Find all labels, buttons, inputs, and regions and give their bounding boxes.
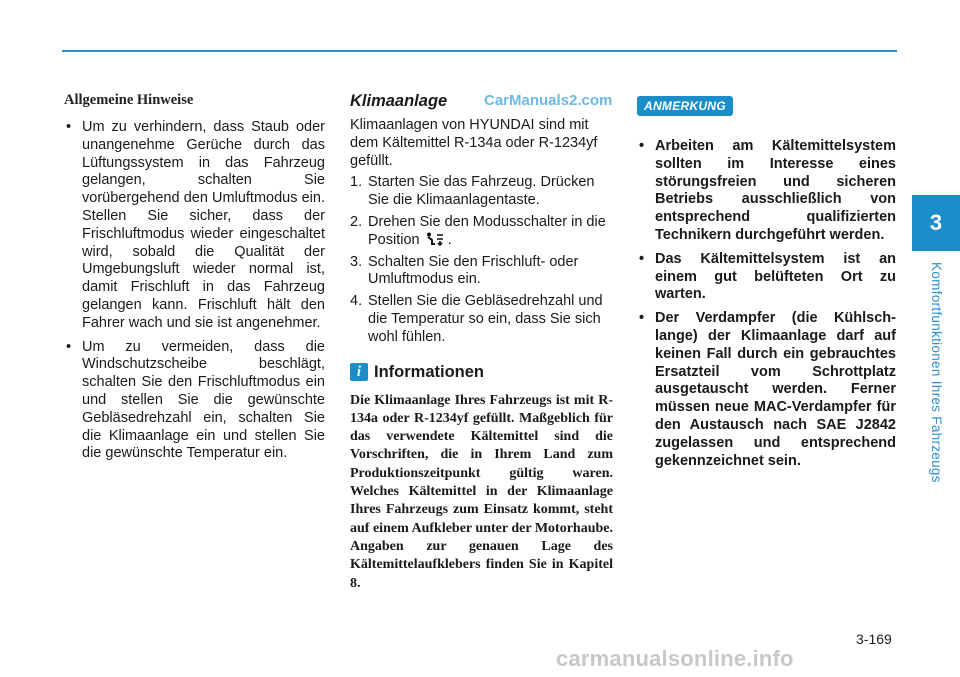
list-item: • Um zu vermeiden, dass die Windschutzscheibe beschlägt, schalten Sie den Frischluftmodus ein und stellen Sie die gewünschte Gebläsedrehzahl ein, schalten Sie die Klimaanlage ein und stellen Sie die gewünschte Temperatur ein. xyxy=(66,338,325,462)
intro-paragraph: Klimaanlagen von HYUNDAI sind mit dem Kältemittel R-134a oder R-1234yf gefüllt. xyxy=(350,117,598,169)
chapter-number: 3 xyxy=(929,210,943,235)
info-title: Informationen xyxy=(374,362,484,381)
notice-list xyxy=(637,138,896,470)
watermark-top: CarManuals2.com xyxy=(484,92,613,109)
chapter-title: Komfortfunktionen Ihres Fahrzeugs xyxy=(929,262,944,483)
list-item: 2. Drehen Sie den Modusschalter in die Position . xyxy=(350,213,606,248)
list-item: • Um zu verhindern, dass Staub oder unangenehme Gerüche durch das Lüftungssystem in das Fahrzeug gelangen, schalten Sie vorübergehend den Umluftmodus ein. Stellen Sie sicher, dass der Frischluftmodus wieder eingeschaltet wird, sobald die Qualität der Umgebungsluft wieder normal ist, damit Frischluft in das Fahrzeug gelangen kann. Frischluft hält den Fahrer wach und sie ist angenehmer. xyxy=(66,119,325,331)
info-text: Die Klimaanlage Ihres Fahrzeugs ist mit R-134a oder R-1234yf gefüllt. Maßgeblich für das verwendete Kältemittel sind die Vorschriften, die in Ihrem Land zum Produktionszeitpunkt gültig waren. Welches Kältemittel in der Klimaanlage Ihres Fahrzeugs zum Einsatz kommt, steht auf einem Aufkleber unter der Motorhaube. Angaben zur genauen Lage des Kältemittelaufklebers finden Sie in Kapitel 8. xyxy=(350,392,613,591)
list-item: 4. Stellen Sie die Gebläsedrehzahl und die Temperatur so ein, dass Sie sich wohl fühlen. xyxy=(350,293,603,345)
page-number: 3-169 xyxy=(856,631,892,647)
bullet-list xyxy=(64,119,325,463)
info-icon: i xyxy=(350,363,368,381)
list-item: 1. Starten Sie das Fahrzeug. Drücken Sie die Klimaanlagentaste. xyxy=(350,174,595,209)
watermark-bottom: carmanualsonline.info xyxy=(556,646,794,671)
column-general-notes xyxy=(64,92,325,469)
chapter-tab xyxy=(912,195,960,251)
top-rule xyxy=(62,50,897,52)
notice-badge: ANMERKUNG xyxy=(637,96,733,116)
list-item: • Der Verdampfer (die Kühlschlange) der Klimaanlage darf auf keinen Fall durch ein gebrauchtes Ersatzteil vom Schrottplatz ausgetauscht werden. Ferner müssen neue MAC-Verdampfer für den Austausch nach SAE J2842 zugelassen und entsprechend gekennzeichnet sein. xyxy=(639,310,896,469)
column-notice xyxy=(637,96,896,476)
list-item: • Arbeiten am Kältemittelsystem sollten im Interesse eines störungsfreien und sicheren Betriebs ausschließlich von entsprechend qualifizierten Technikern durchgeführt werden. xyxy=(639,138,896,243)
info-header xyxy=(350,363,613,382)
list-item: 3. Schalten Sie den Frischluft- oder Umluftmodus ein. xyxy=(350,253,579,288)
list-item: • Das Kältemittelsystem ist an einem gut belüfteten Ort zu warten. xyxy=(639,250,896,303)
floor-mode-icon xyxy=(423,232,445,246)
section-title: Klimaanlage xyxy=(350,92,448,110)
section-heading: Allgemeine Hinweise xyxy=(64,92,194,108)
steps-list xyxy=(350,174,613,346)
column-air-conditioning xyxy=(350,92,613,593)
